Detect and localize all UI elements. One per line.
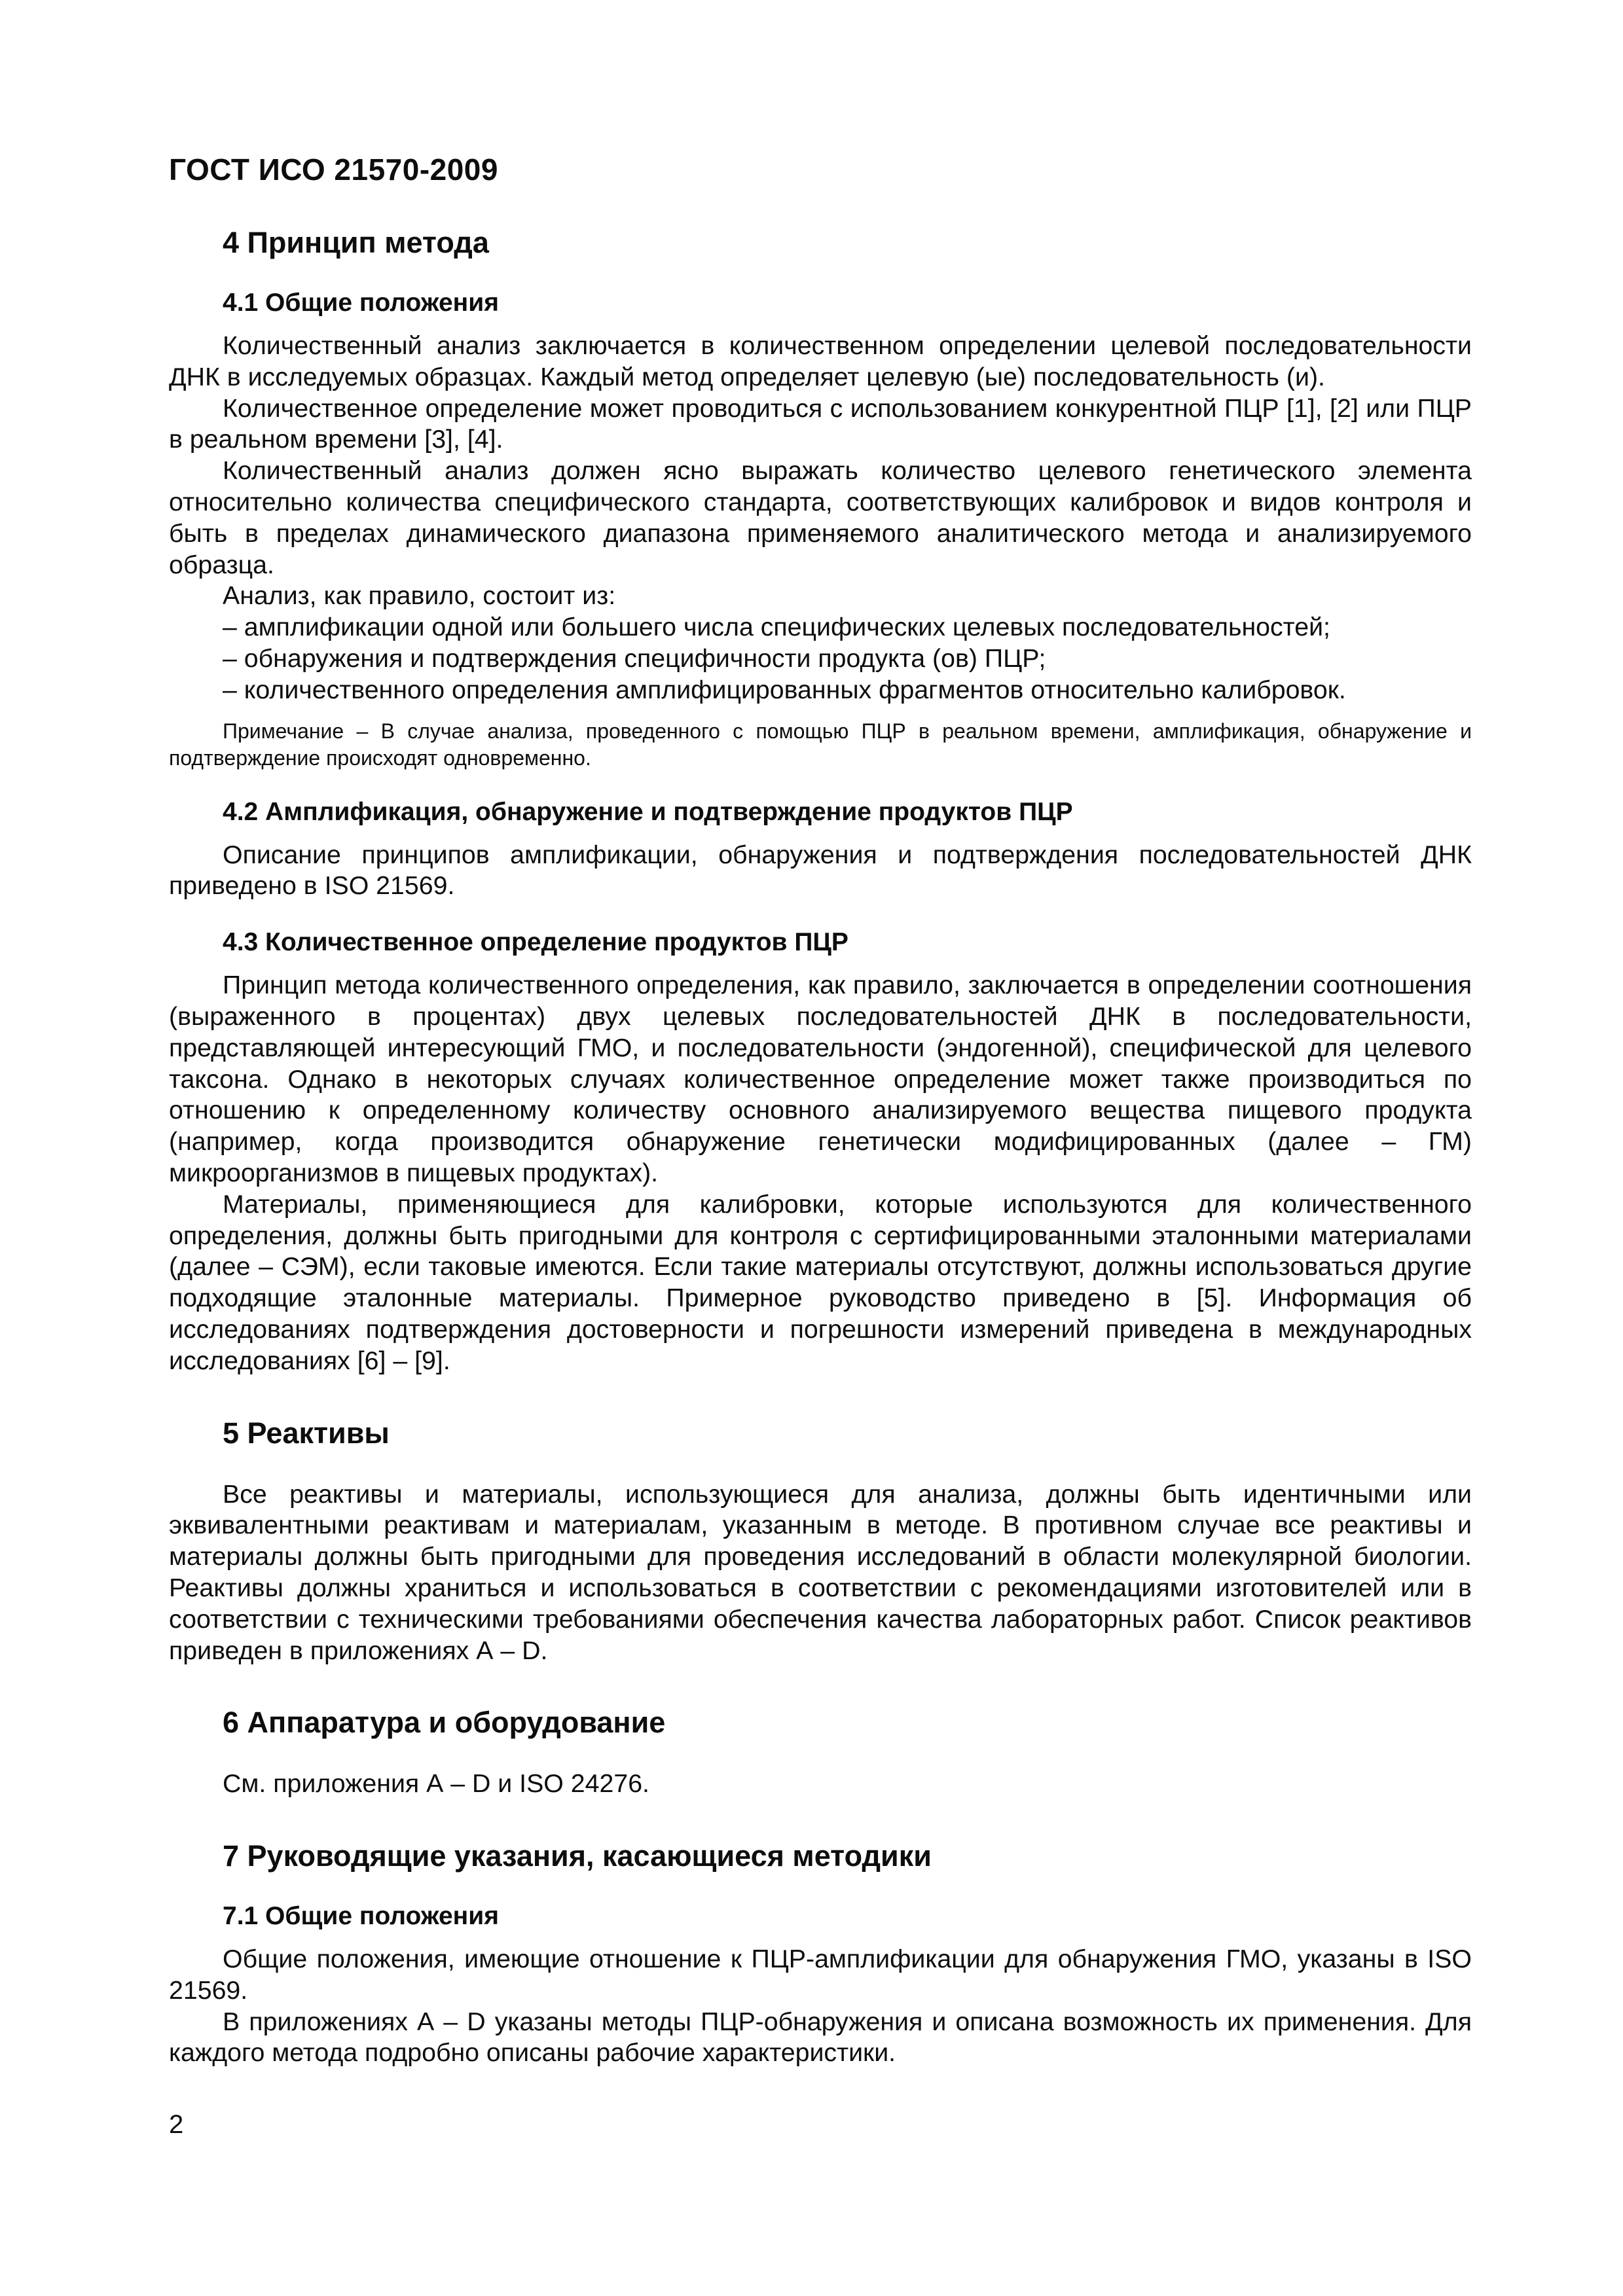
page-number: 2 bbox=[169, 2110, 184, 2139]
spacer bbox=[169, 706, 1472, 718]
spacer bbox=[169, 1800, 1472, 1839]
section-4-2-paragraph-1: Описание принципов амплификации, обнаружения и подтверждения последовательностей ДНК приведено в ISO 21569. bbox=[169, 840, 1472, 901]
section-4-1-paragraph-1: Количественный анализ заключается в количественном определении целевой последовательности ДНК в исследуемых образцах. Каждый метод определяет целевую (ые) последовательность (и). bbox=[169, 331, 1472, 391]
section-5-title: 5 Реактивы bbox=[223, 1416, 390, 1450]
section-4-1-title: 4.1 Общие положения bbox=[223, 289, 499, 317]
document-code: ГОСТ ИСО 21570-2009 bbox=[169, 152, 498, 187]
section-4-2-title: 4.2 Амплификация, обнаружение и подтверждение продуктов ПЦР bbox=[223, 797, 1073, 826]
list-item: – обнаружения и подтверждения специфичности продукта (ов) ПЦР; bbox=[223, 643, 1046, 673]
section-7-1-paragraph-2: В приложениях А – D указаны методы ПЦР-обнаружения и описана возможность их применения. Для каждого метода подробно описаны рабочие характеристики. bbox=[169, 2007, 1472, 2068]
section-4-title: 4 Принцип метода bbox=[223, 226, 489, 259]
section-4-3-title: 4.3 Количественное определение продуктов ПЦР bbox=[223, 928, 848, 957]
section-7-1-paragraph-1: Общие положения, имеющие отношение к ПЦР-амплификации для обнаружения ГМО, указаны в ISO 21569. bbox=[169, 1945, 1472, 2005]
section-4-1-paragraph-2: Количественное определение может проводиться с использованием конкурентной ПЦР [1], [2] или ПЦР в реальном времени [3], [4]. bbox=[169, 393, 1472, 454]
section-4-1-paragraph-3: Количественный анализ должен ясно выражать количество целевого генетического элемента относительно количества специфического стандарта, соответствующих калибровок и видов контроля и быть в пределах динамического диапазона применяемого аналитического метода и анализируемого образца. bbox=[169, 456, 1472, 579]
section-6-title: 6 Аппаратура и оборудование bbox=[223, 1706, 666, 1740]
spacer bbox=[169, 772, 1472, 798]
section-4-1-paragraph-4: Анализ, как правило, состоит из: bbox=[223, 581, 616, 611]
spacer bbox=[169, 1377, 1472, 1416]
section-6-paragraph-1: См. приложения А – D и ISO 24276. bbox=[223, 1769, 649, 1799]
section-7-title: 7 Руководящие указания, касающиеся методики bbox=[223, 1839, 932, 1873]
spacer bbox=[169, 902, 1472, 928]
list-item: – количественного определения амплифицированных фрагментов относительно калибровок. bbox=[223, 675, 1346, 704]
list-item: – амплификации одной или большего числа специфических целевых последовательностей; bbox=[223, 613, 1330, 642]
section-4-1-note: Примечание – В случае анализа, проведенного с помощью ПЦР в реальном времени, амплификация, обнаружение и подтверждение происходят одновременно. bbox=[169, 719, 1472, 770]
section-4-3-paragraph-1: Принцип метода количественного определения, как правило, заключается в определении соотношения (выраженного в процентах) двух целевых последовательностей ДНК в последовательности, представляющей интересующий ГМО, и последовательности (эндогенной), специфической для целевого таксона. Однако в некоторых случаях количественное определение может также производиться по отношению к определенному количеству основного анализируемого вещества пищевого продукта (например, когда производится обнаружение генетически модифицированных (далее – ГМ) микроорганизмов в пищевых продуктах). bbox=[169, 971, 1472, 1187]
spacer bbox=[169, 1666, 1472, 1706]
section-7-1-title: 7.1 Общие положения bbox=[223, 1902, 499, 1931]
section-5-paragraph-1: Все реактивы и материалы, использующиеся для анализа, должны быть идентичными или эквивалентными реактивам и материалам, указанным в методе. В противном случае все реактивы и материалы должны быть пригодными для проведения исследований в области молекулярной биологии. Реактивы должны храниться и использоваться в соответствии с рекомендациями изготовителей или в соответствии с техническими требованиями обеспечения качества лабораторных работ. Список реактивов приведен в приложениях А – D. bbox=[169, 1479, 1472, 1665]
section-4-3-paragraph-2: Материалы, применяющиеся для калибровки, которые используются для количественного определения, должны быть пригодными для контроля с сертифицированными эталонными материалами (далее – СЭМ), если таковые имеются. Если такие материалы отсутствуют, должны использоваться другие подходящие эталонные материалы. Примерное руководство приведено в [5]. Информация об исследованиях подтверждения достоверности и погрешности измерений приведена в международных исследованиях [6] – [9]. bbox=[169, 1189, 1472, 1375]
document-body bbox=[169, 226, 1472, 2069]
